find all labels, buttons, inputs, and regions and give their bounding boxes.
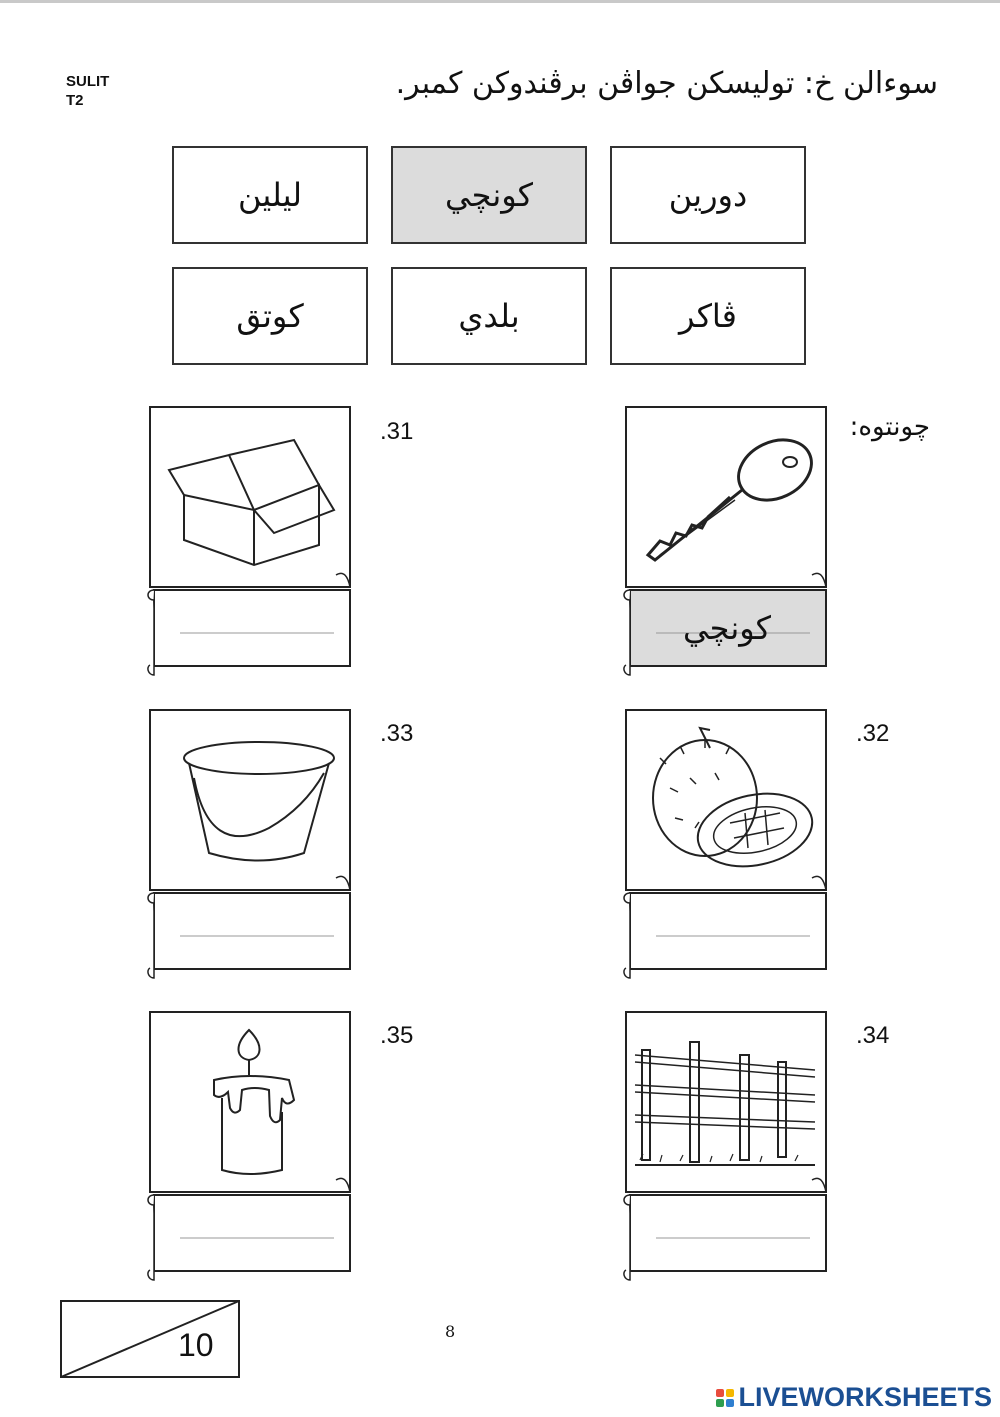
question-card-35 — [144, 1010, 356, 1282]
liveworksheets-logo-icon — [716, 1389, 734, 1407]
answer-field-35[interactable] — [158, 1198, 344, 1268]
page-number: 8 — [445, 1322, 456, 1341]
question-card-32 — [620, 708, 832, 980]
answer-field-33[interactable] — [158, 896, 344, 966]
question-card-31 — [144, 405, 356, 677]
example-answer: كونچي — [683, 609, 771, 647]
question-number-31: .31 — [380, 418, 414, 445]
answer-field-32[interactable] — [634, 896, 820, 966]
brand-name: LIVEWORKSHEETS — [738, 1382, 992, 1412]
word-bank-item: كوتق — [172, 267, 368, 365]
answer-field-34[interactable] — [634, 1198, 820, 1268]
top-rule — [0, 0, 1000, 3]
example-card — [620, 405, 832, 677]
answer-field-31[interactable] — [158, 593, 344, 663]
word-bank-item: ڤاكر — [610, 267, 806, 365]
bucket-icon — [154, 718, 344, 878]
candle-icon — [154, 1020, 344, 1180]
brand-watermark — [716, 1382, 992, 1413]
question-number-33: .33 — [380, 720, 414, 747]
durian-icon — [630, 718, 820, 878]
question-card-33 — [144, 708, 356, 980]
key-icon — [630, 415, 820, 575]
word-bank-item-used: كونچي — [391, 146, 587, 244]
paper-code: T2 — [66, 92, 84, 109]
box-icon — [154, 415, 344, 575]
fence-icon — [630, 1020, 820, 1180]
example-label: چونتوه: — [849, 412, 930, 442]
instruction-text: سوءالن خ: توليسكن جواڤن برڤندوكن كمبر. — [395, 66, 938, 101]
word-bank-item: ليلين — [172, 146, 368, 244]
question-number-34: .34 — [856, 1022, 890, 1049]
score-total: 10 — [178, 1327, 214, 1363]
header-code — [66, 72, 109, 110]
sulit-label: SULIT — [66, 73, 110, 90]
word-bank-item: بلدي — [391, 267, 587, 365]
question-number-35: .35 — [380, 1022, 414, 1049]
word-bank-item: دورين — [610, 146, 806, 244]
question-number-32: .32 — [856, 720, 890, 747]
question-card-34 — [620, 1010, 832, 1282]
